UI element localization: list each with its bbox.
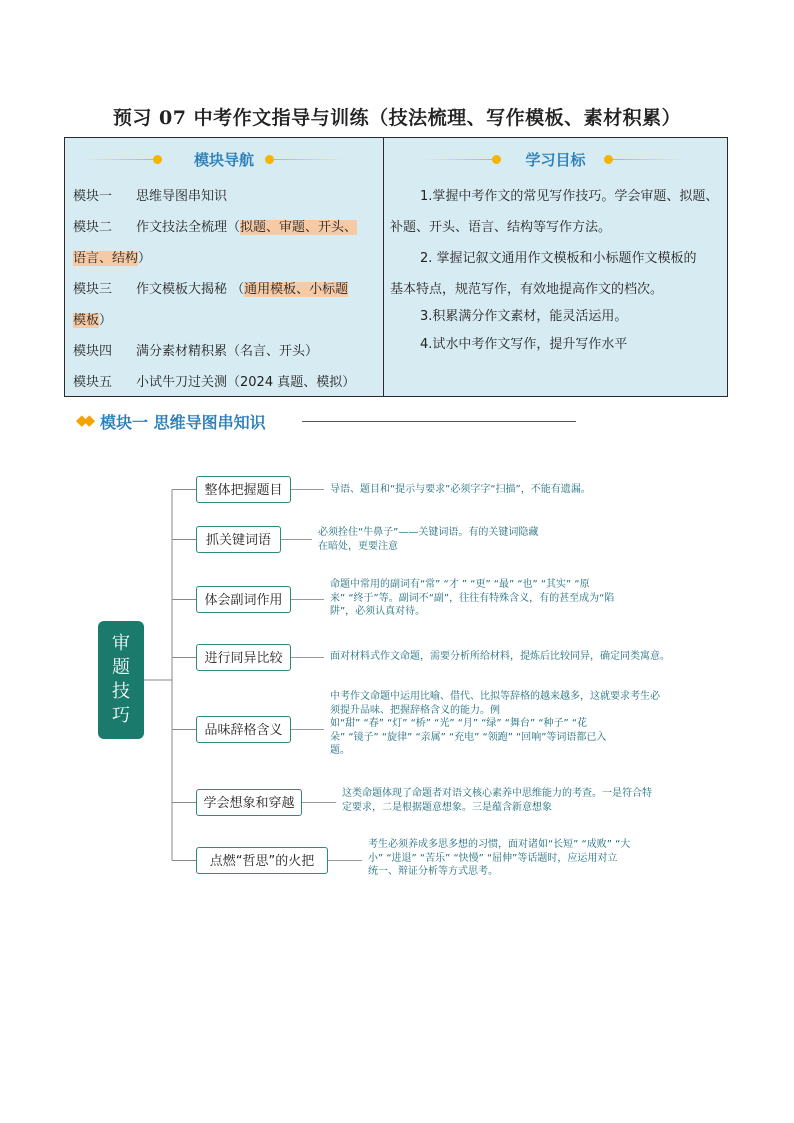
module-name: 模块三	[73, 282, 113, 297]
description-line: 命题中常用的副词有“常” “才 ” “更” “最” “也” “其实” “原	[330, 579, 590, 590]
node-description-7	[368, 838, 788, 879]
page-title: 预习 07 中考作文指导与训练（技法梳理、写作模板、素材积累）	[112, 107, 682, 129]
module-highlight-continued: 模板	[73, 313, 100, 328]
goal-line: 基本特点，规范写作，有效地提高作文的档次。	[390, 282, 664, 297]
learning-goals-header	[384, 148, 727, 170]
header-decoration-line-right	[612, 159, 682, 160]
node-description-2	[318, 526, 738, 553]
section-divider	[302, 421, 576, 422]
description-line: 朵” “镜子” “旋律” “亲属” “充电” “领跑” “回响”等词语都已入	[330, 731, 607, 743]
module-name: 模块五	[73, 375, 113, 390]
learning-goal-1	[390, 181, 721, 243]
module-navigation-column	[65, 138, 384, 396]
description-line: 在暗处，更要注意	[318, 540, 398, 552]
node-description-4	[330, 650, 770, 664]
description-line: 小” “进退” “苦乐” “快慢” “屈伸”等话题时，应运用对立	[368, 852, 618, 864]
module-text-continued: ）	[138, 251, 152, 266]
description-line: 如“甜” “春” “灯” “桥” “光” “月” “绿” “舞台” “种子” “花	[330, 718, 588, 729]
module-row-5	[73, 367, 355, 398]
mind-map	[0, 440, 794, 900]
module-highlight: 拟题、审题、开头、	[240, 220, 358, 235]
module-text: 思维导图串知识	[136, 189, 228, 204]
mind-map-node-1: 整体把握题目	[196, 476, 291, 503]
module-row-1	[73, 181, 227, 212]
mind-map-root	[98, 621, 144, 739]
goal-line: 补题、开头、语言、结构等写作方法。	[390, 220, 612, 235]
description-line: 面对材料式作文命题，需要分析所给材料，提炼后比较同异，确定同类寓意。	[330, 651, 670, 662]
description-line: 须提升品味、把握辞格含义的能力。例	[330, 704, 500, 716]
learning-goals-column	[384, 138, 727, 396]
module-navigation-table	[64, 137, 728, 397]
module-row-3	[73, 274, 373, 336]
module-name: 模块一	[73, 189, 113, 204]
module-text: 小试牛刀过关测（2024 真题、模拟）	[136, 375, 356, 390]
module-text-continued: ）	[99, 313, 113, 328]
section-heading	[76, 410, 586, 432]
mind-map-node-2: 抓关键词语	[196, 526, 281, 553]
node-description-1	[330, 483, 750, 497]
root-char: 题	[112, 657, 130, 678]
learning-goal-4	[390, 329, 721, 360]
module-text: 满分素材精积累（名言、开头）	[136, 344, 319, 359]
description-line: 题。	[330, 745, 350, 756]
goal-line: 4.试水中考作文写作，提升写作水平	[420, 337, 628, 352]
module-row-4	[73, 336, 318, 367]
module-highlight: 通用模板、小标题	[244, 282, 349, 297]
goal-line: 2. 掌握记叙文通用作文模板和小标题作文模板的	[420, 251, 697, 266]
header-decoration-line-right	[273, 159, 343, 160]
module-name: 模块二	[73, 220, 113, 235]
module-highlight-continued: 语言、结构	[73, 251, 139, 266]
description-line: 来” “终于”等。副词不“副”，往往有特殊含义，有的甚至成为“陷	[330, 592, 615, 604]
module-row-2	[73, 212, 373, 274]
mind-map-node-6: 学会想象和穿越	[196, 789, 302, 816]
module-text: 作文模板大揭秘 （	[136, 282, 245, 297]
learning-goal-2	[390, 243, 721, 305]
node-description-5	[330, 690, 770, 758]
root-char: 审	[112, 633, 130, 654]
mind-map-node-7: 点燃“哲思”的火把	[196, 847, 328, 874]
node-description-6	[342, 787, 762, 814]
description-line: 必须拴住“牛鼻子”——关键词语。有的关键词隐藏	[318, 527, 539, 538]
goal-line: 1.掌握中考作文的常见写作技巧。学会审题、拟题、	[420, 189, 719, 204]
description-line: 统一、辩证分析等方式思考。	[368, 866, 498, 877]
learning-goal-3	[390, 301, 721, 332]
mind-map-node-4: 进行同异比较	[196, 644, 291, 671]
module-navigation-header	[65, 148, 383, 170]
root-char: 技	[112, 681, 130, 702]
trunk-connector	[144, 490, 172, 861]
description-line: 这类命题体现了命题者对语文核心素养中思维能力的考查。一是符合特	[342, 788, 652, 799]
description-line: 阱”，必须认真对待。	[330, 606, 426, 617]
diamond-icon: ◆◆	[76, 411, 92, 429]
description-line: 导语、题目和“提示与要求”必须字字“扫描”，不能有遗漏。	[330, 484, 591, 495]
description-line: 考生必须养成多思多想的习惯，面对诸如“长短” “成败” “大	[368, 839, 631, 850]
module-name: 模块四	[73, 344, 113, 359]
mind-map-node-3: 体会副词作用	[196, 586, 291, 613]
description-line: 定要求，二是根据题意想象。三是蕴含新意想象	[342, 801, 552, 813]
learning-goals-title: 学习目标	[525, 151, 586, 169]
module-navigation-title: 模块导航	[193, 151, 254, 169]
section-title: 模块一 思维导图串知识	[100, 413, 266, 432]
description-line: 中考作文命题中运用比喻、借代、比拟等辞格的越来越多，这就要求考生必	[330, 691, 660, 702]
mind-map-node-5: 品味辞格含义	[196, 716, 291, 743]
node-description-3	[330, 578, 770, 619]
module-text: 作文技法全梳理（	[136, 220, 241, 235]
root-char: 巧	[112, 705, 130, 726]
goal-line: 3.积累满分作文素材，能灵活运用。	[420, 309, 628, 324]
